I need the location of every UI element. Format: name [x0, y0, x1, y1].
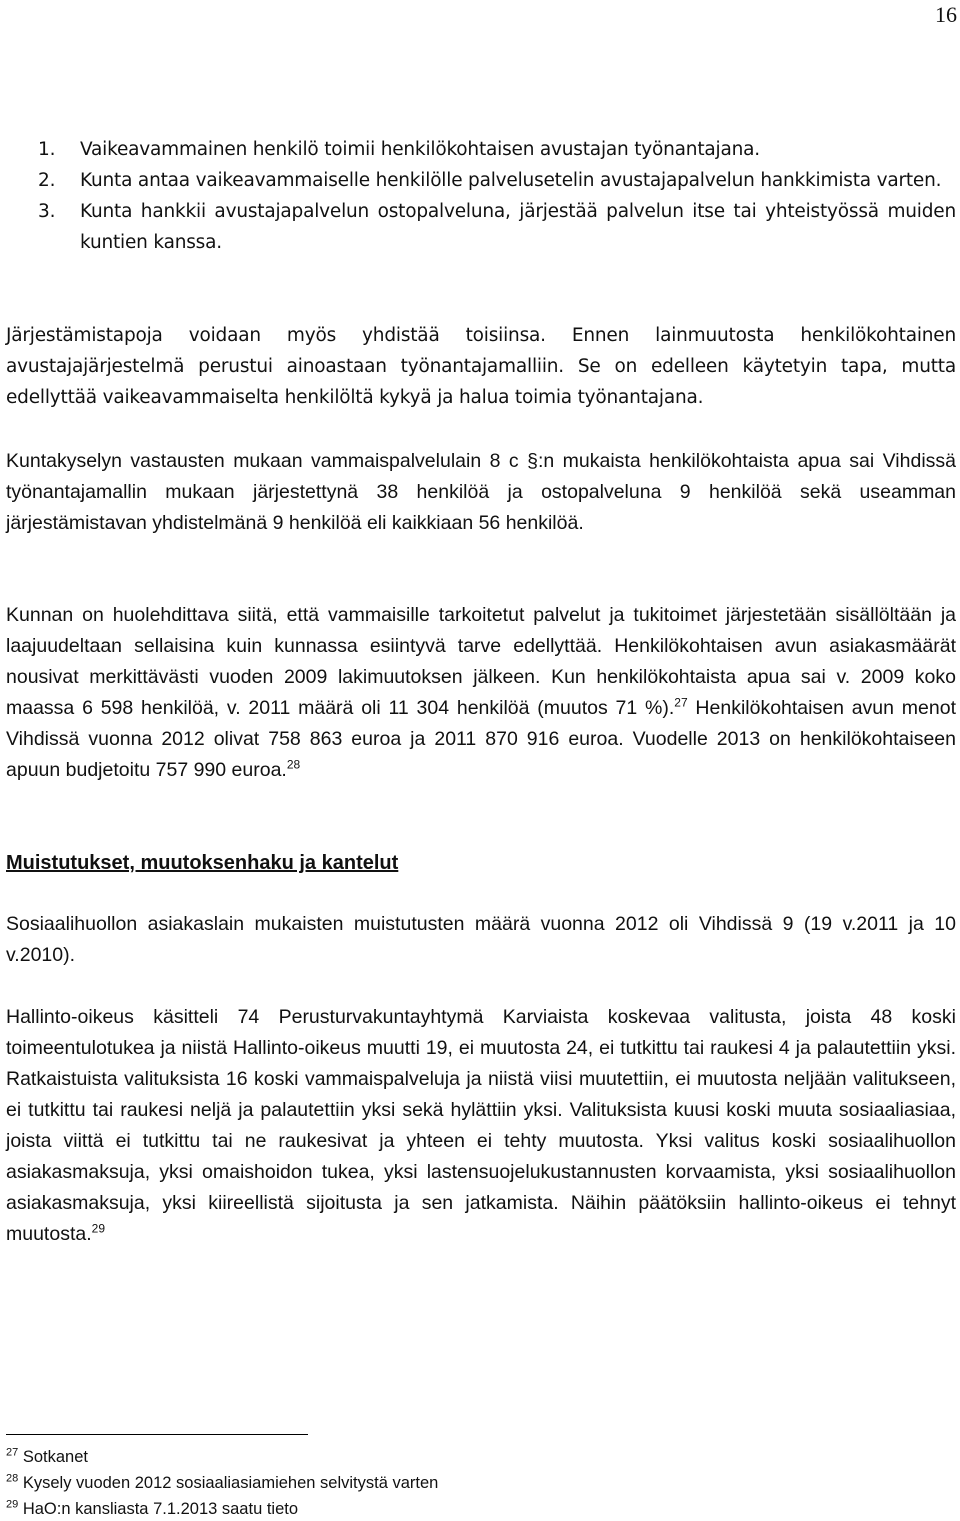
list-item	[6, 134, 956, 165]
footnote-number: 29	[6, 1498, 19, 1511]
footnote-number: 27	[6, 1446, 19, 1459]
footnote-text: Kysely vuoden 2012 sosiaaliasiamiehen selvitystä varten	[22, 1474, 439, 1492]
paragraph-text: Henkilökohtaisen avun menot Vihdissä vuonna 2012 olivat 758 863 euroa ja 2011 870 916 euroa. Vuodelle 2013 on henkilökohtaiseen apuun budjetoitu 757 990 euroa.	[6, 697, 956, 781]
paragraph-municipal-duty	[6, 600, 956, 786]
footnote-ref-27: 27	[674, 695, 688, 710]
footnote-text: Sotkanet	[22, 1448, 88, 1466]
paragraph-arrangement-methods: Järjestämistapoja voidaan myös yhdistää toisiinsa. Ennen lainmuutosta henkilökohtainen avustajajärjestelmä perustui ainoastaan työnantajamalliin. Se on edelleen käytetyin tapa, mutta edellyttää vaikeavammaiselta henkilöltä kykyä ja halua toimia työnantajana.	[6, 325, 956, 408]
footnote	[6, 1446, 88, 1468]
paragraph-complaints-count: Sosiaalihuollon asiakaslain mukaisten muistutusten määrä vuonna 2012 oli Vihdissä 9 (19 v.2011 ja 10 v.2010).	[6, 913, 956, 966]
list-item-number: 2.	[38, 170, 56, 191]
footnote-ref-28: 28	[286, 757, 301, 772]
paragraph-survey-results: Kuntakyselyn vastausten mukaan vammaispalvelulain 8 c §:n mukaista henkilökohtaista apua sai Vihdissä työnantajamallin mukaan järjestettynä 38 henkilöä ja ostopalveluna 9 henkilöä sekä useamman järjestämistavan yhdistelmänä 9 henkilöä eli kaikkiaan 56 henkilöä.	[6, 450, 956, 534]
list-item-text: Vaikeavammainen henkilö toimii henkilökohtaisen avustajan työnantajana.	[80, 139, 760, 160]
footnote-number: 28	[6, 1472, 19, 1485]
page-number: 16	[935, 2, 957, 27]
arrangement-options-list	[6, 134, 956, 258]
list-item	[6, 165, 956, 196]
footnote-text: HaO:n kansliasta 7.1.2013 saatu tieto	[22, 1500, 299, 1518]
footnote	[6, 1498, 298, 1520]
list-item-text: Kunta hankkii avustajapalvelun ostopalveluna, järjestää palvelun itse tai yhteistyössä muiden kuntien kanssa.	[80, 201, 956, 253]
footnote-ref-29: 29	[91, 1221, 105, 1236]
footnote	[6, 1472, 438, 1494]
list-item-number: 1.	[38, 139, 56, 160]
section-heading: Muistutukset, muutoksenhaku ja kantelut	[6, 852, 399, 874]
list-item-number: 3.	[38, 201, 56, 222]
footnote-separator	[6, 1434, 308, 1435]
paragraph-administrative-court	[6, 1002, 956, 1250]
paragraph-text: Kunnan on huolehdittava siitä, että vammaisille tarkoitetut palvelut ja tukitoimet järjestetään sisällöltään ja laajuudeltaan sellaisina kuin kunnassa esiintyvä tarve edellyttää. Henkilökohtaisen avun asiakasmäärät nousivat merkittävästi vuoden 2009 lakimuutoksen jälkeen. Kun henkilökohtaista apua sai v. 2009 koko maassa 6 598 henkilöä, v. 2011 määrä oli 11 304 henkilöä (muutos 71 %).	[6, 604, 956, 719]
list-item-text: Kunta antaa vaikeavammaiselle henkilölle palvelusetelin avustajapalvelun hankkimista varten.	[80, 170, 942, 191]
paragraph-text: Hallinto-oikeus käsitteli 74 Perusturvakuntayhtymä Karviaista koskevaa valitusta, joista 48 koski toimeentulotukea ja niistä Hallinto-oikeus muutti 19, ei muutosta 24, ei tutkittu tai raukesi 4 ja palautettiin yksi. Ratkaistuista valituksista 16 koski vammaispalveluja ja niistä viisi muutettiin, ei muutosta neljään valitukseen, ei tutkittu tai raukesi neljä ja palautettiin yksi sekä hylättiin yksi. Valituksista kuusi koski muuta sosiaaliasiaa, joista viittä ei tutkittu tai ne raukesivat ja yhteen ei tehty muutosta. Yksi valitus koski sosiaalihuollon asiakasmaksuja, yksi omaishoidon tukea, yksi lastensuojelukustannusten korvaamista, yksi sosiaalihuollon asiakasmaksuja, yksi kiireellistä sijoitusta ja sen jatkamista. Näihin päätöksiin hallinto-oikeus ei tehnyt muutosta.	[6, 1006, 956, 1245]
list-item	[6, 196, 956, 258]
